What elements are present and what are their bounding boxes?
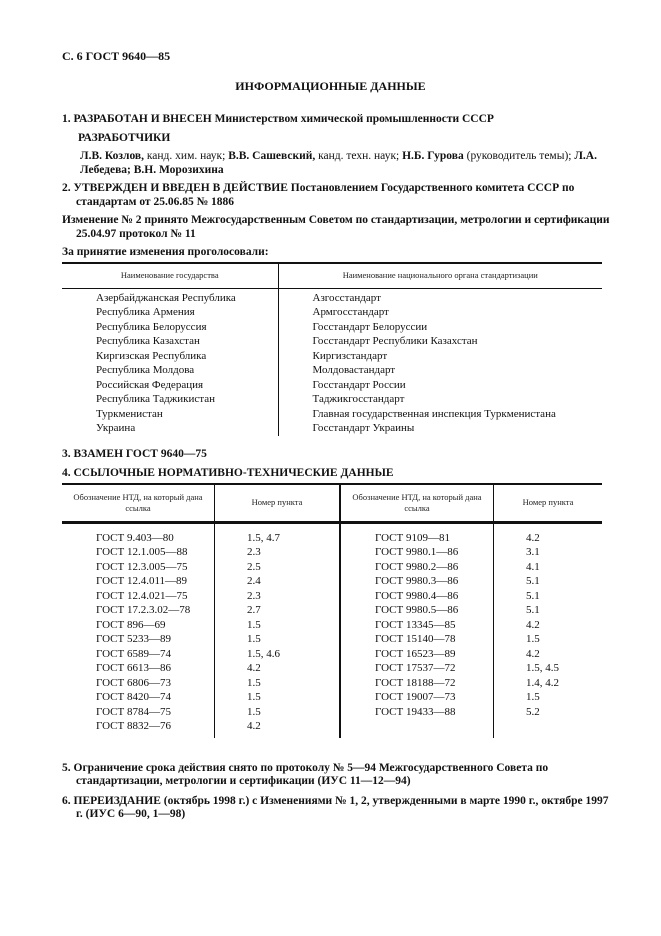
item-1: 1. РАЗРАБОТАН И ВНЕСЕН Министерством химической промышленности СССР <box>62 113 494 125</box>
ref-doc: ГОСТ 6806—73 <box>62 676 215 691</box>
reference-row <box>62 589 602 604</box>
reference-row <box>62 545 602 560</box>
page-header: С. 6 ГОСТ 9640—85 <box>62 49 171 63</box>
votes-header-body: Наименование национального органа стандартизации <box>342 270 538 280</box>
ref-doc: ГОСТ 17.2.3.02—78 <box>62 603 215 618</box>
standards-body: Армгосстандарт <box>312 306 389 318</box>
reference-row <box>62 632 602 647</box>
votes-row <box>62 378 602 393</box>
votes-row <box>62 320 602 335</box>
votes-header-state: Наименование государства <box>62 263 278 289</box>
votes-table <box>62 262 602 436</box>
ref-doc: ГОСТ 18188—72 <box>340 676 494 691</box>
state-name: Республика Казахстан <box>62 334 278 349</box>
ref-item: 1.5, 4.5 <box>526 662 559 674</box>
ref-doc: ГОСТ 9980.5—86 <box>340 603 494 618</box>
ref-item: 3.1 <box>526 546 540 558</box>
votes-row <box>62 288 602 305</box>
ref-doc: ГОСТ 12.1.005—88 <box>62 545 215 560</box>
reference-row <box>62 560 602 575</box>
ref-item: 1.5 <box>215 618 341 633</box>
state-name: Республика Белоруссия <box>62 320 278 335</box>
votes-row <box>62 349 602 364</box>
state-name: Республика Армения <box>62 305 278 320</box>
votes-row <box>62 407 602 422</box>
refs-header-doc-1: Обозначение НТД, на который дана ссылка <box>62 484 215 523</box>
reference-row <box>62 647 602 662</box>
reference-row <box>62 690 602 705</box>
ref-doc: ГОСТ 896—69 <box>62 618 215 633</box>
ref-item: 4.2 <box>215 719 341 738</box>
ref-doc: ГОСТ 9980.1—86 <box>340 545 494 560</box>
amendment-note: Изменение № 2 принято Межгосударственным Советом по стандартизации, метрологии и сертификации 25.04.97 протокол № 11 <box>62 214 610 240</box>
standards-body: Госстандарт Республики Казахстан <box>312 335 478 347</box>
ref-doc: ГОСТ 5233—89 <box>62 632 215 647</box>
state-name: Республика Молдова <box>62 363 278 378</box>
ref-item: 2.5 <box>215 560 341 575</box>
ref-doc: ГОСТ 8832—76 <box>62 719 215 738</box>
reference-row <box>62 618 602 633</box>
ref-item: 2.4 <box>215 574 341 589</box>
standards-body: Госстандарт Украины <box>312 422 415 434</box>
reference-row <box>62 603 602 618</box>
standards-body: Молдовастандарт <box>312 364 396 376</box>
ref-doc <box>340 719 494 738</box>
ref-item: 5.1 <box>526 604 540 616</box>
state-name: Республика Таджикистан <box>62 392 278 407</box>
standards-body: Азгосстандарт <box>312 291 381 304</box>
item-6: 6. ПЕРЕИЗДАНИЕ (октябрь 1998 г.) с Изменениями № 1, 2, утвержденными в марте 1990 г., октябре 1997 г. (ИУС 6—90, 1—98) <box>62 794 609 820</box>
reference-row <box>62 522 602 545</box>
ref-doc: ГОСТ 15140—78 <box>340 632 494 647</box>
reference-row <box>62 719 602 738</box>
standards-body: Таджикгосстандарт <box>312 393 405 405</box>
votes-row <box>62 363 602 378</box>
developers-list: Л.В. Козлов, канд. хим. наук; В.В. Сашевский, канд. техн. наук; Н.Б. Гурова (руководитель темы); Л.А. Лебедева; В.Н. Морозихина <box>80 150 597 176</box>
ref-item: 1.5 <box>526 691 540 703</box>
state-name: Туркменистан <box>62 407 278 422</box>
ref-doc: ГОСТ 6589—74 <box>62 647 215 662</box>
ref-item: 1.5 <box>215 632 341 647</box>
reference-row <box>62 574 602 589</box>
votes-row <box>62 392 602 407</box>
ref-item: 1.5, 4.6 <box>215 647 341 662</box>
ref-doc: ГОСТ 6613—86 <box>62 661 215 676</box>
ref-item: 1.5 <box>215 705 341 720</box>
state-name: Киргизская Республика <box>62 349 278 364</box>
ref-doc: ГОСТ 9109—81 <box>340 522 494 545</box>
ref-item: 1.5 <box>526 633 540 645</box>
refs-header-item-2: Номер пункта <box>522 497 574 507</box>
voted-label: За принятие изменения проголосовали: <box>62 246 269 258</box>
ref-item <box>494 719 603 738</box>
ref-doc: ГОСТ 16523—89 <box>340 647 494 662</box>
ref-item: 4.2 <box>526 531 540 544</box>
ref-doc: ГОСТ 19007—73 <box>340 690 494 705</box>
item-2: 2. УТВЕРЖДЕН И ВВЕДЕН В ДЕЙСТВИЕ Постановлением Государственного комитета СССР по стандартам от 25.06.85 № 1886 <box>62 182 575 208</box>
ref-item: 1.5 <box>215 676 341 691</box>
ref-doc: ГОСТ 12.4.011—89 <box>62 574 215 589</box>
standards-body: Главная государственная инспекция Туркменистана <box>312 407 556 420</box>
ref-item: 1.5, 4.7 <box>215 522 341 545</box>
ref-item: 4.2 <box>526 618 540 631</box>
ref-doc: ГОСТ 9980.4—86 <box>340 589 494 604</box>
ref-doc: ГОСТ 19433—88 <box>340 705 494 720</box>
ref-item: 4.1 <box>526 560 540 573</box>
refs-header-doc-2: Обозначение НТД, на который дана ссылка <box>340 484 494 523</box>
ref-item: 2.3 <box>215 545 341 560</box>
ref-doc: ГОСТ 8784—75 <box>62 705 215 720</box>
ref-item: 5.1 <box>526 575 540 587</box>
document-title: ИНФОРМАЦИОННЫЕ ДАННЫЕ <box>235 78 426 93</box>
refs-header-item-1: Номер пункта <box>215 484 341 523</box>
standards-body: Киргизстандарт <box>312 349 388 362</box>
reference-row <box>62 676 602 691</box>
reference-row <box>62 661 602 676</box>
ref-item: 1.5 <box>215 690 341 705</box>
ref-doc: ГОСТ 17537—72 <box>340 661 494 676</box>
ref-doc: ГОСТ 9.403—80 <box>62 522 215 545</box>
ref-item: 4.2 <box>215 661 341 676</box>
item-3: 3. ВЗАМЕН ГОСТ 9640—75 <box>62 447 207 460</box>
ref-doc: ГОСТ 9980.3—86 <box>340 574 494 589</box>
ref-doc: ГОСТ 9980.2—86 <box>340 560 494 575</box>
ref-item: 2.3 <box>215 589 341 604</box>
state-name: Украина <box>62 421 278 436</box>
item-4: 4. ССЫЛОЧНЫЕ НОРМАТИВНО-ТЕХНИЧЕСКИЕ ДАННЫЕ <box>62 467 394 479</box>
ref-item: 4.2 <box>526 647 540 660</box>
standards-body: Госстандарт Белоруссии <box>312 320 428 333</box>
state-name: Российская Федерация <box>62 378 278 393</box>
votes-row <box>62 334 602 349</box>
votes-row <box>62 305 602 320</box>
state-name: Азербайджанская Республика <box>62 288 278 305</box>
ref-doc: ГОСТ 8420—74 <box>62 690 215 705</box>
developers-label: РАЗРАБОТЧИКИ <box>78 131 171 144</box>
standards-body: Госстандарт России <box>312 378 406 391</box>
references-table <box>62 483 602 738</box>
ref-item: 2.7 <box>215 603 341 618</box>
ref-doc: ГОСТ 12.3.005—75 <box>62 560 215 575</box>
reference-row <box>62 705 602 720</box>
ref-item: 1.4, 4.2 <box>526 676 559 689</box>
votes-row <box>62 421 602 436</box>
ref-doc: ГОСТ 13345—85 <box>340 618 494 633</box>
ref-item: 5.2 <box>526 705 540 718</box>
item-5: 5. Ограничение срока действия снято по протоколу № 5—94 Межгосударственного Совета по стандартизации, метрологии и сертификации (ИУС 11—12—94) <box>62 761 549 787</box>
ref-doc: ГОСТ 12.4.021—75 <box>62 589 215 604</box>
ref-item: 5.1 <box>526 589 540 602</box>
